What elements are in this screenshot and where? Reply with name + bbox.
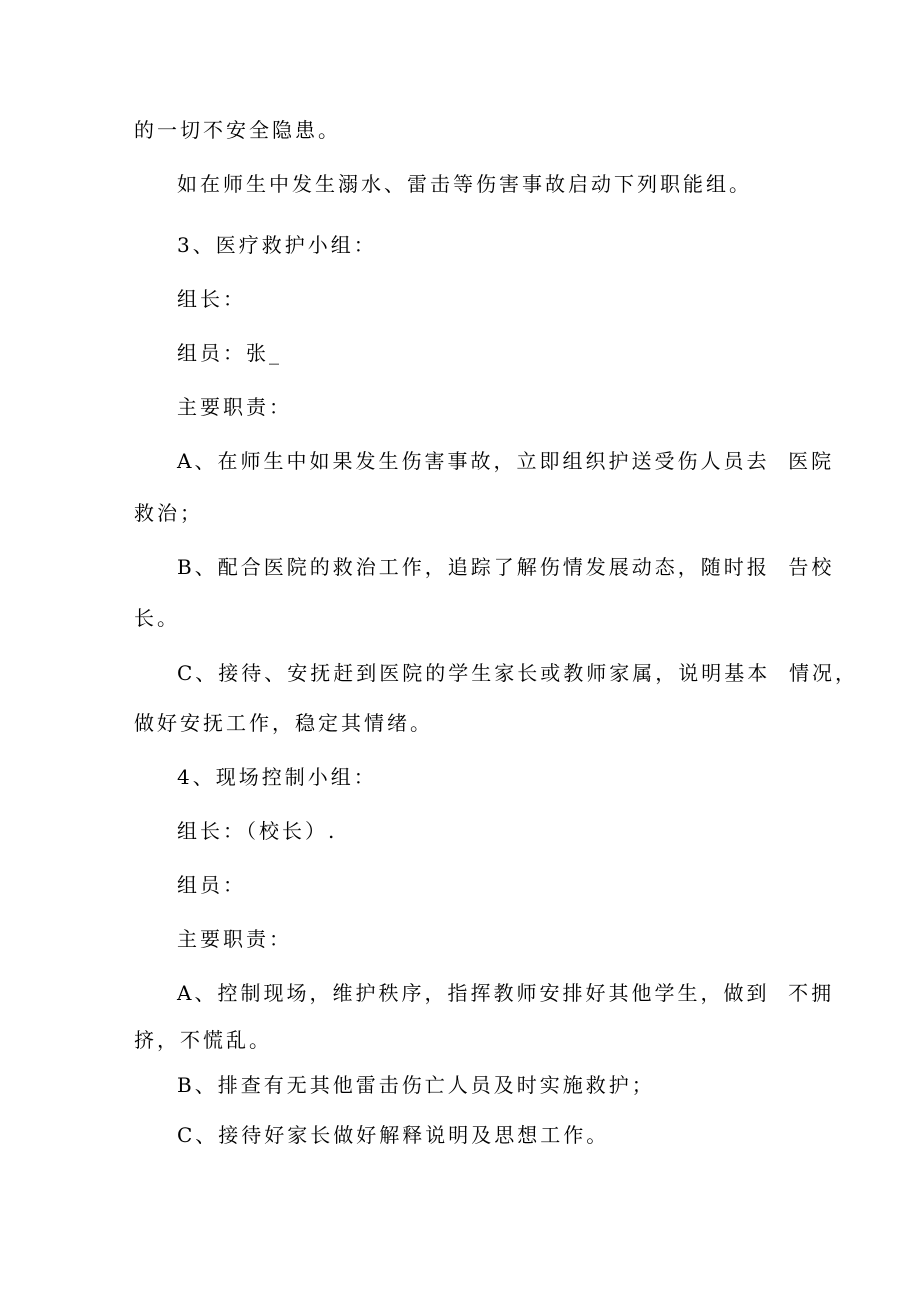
- medical-group-members: 组员：张_: [177, 341, 282, 365]
- medical-duty-a-line1: A、在师生中如果发生伤害事故，立即组织护送受伤人员去 医院: [177, 449, 835, 473]
- medical-duty-a-line2: 救治；: [134, 501, 203, 525]
- medical-group-title: 3、医疗救护小组：: [177, 233, 377, 257]
- site-duties-heading: 主要职责：: [177, 927, 292, 951]
- site-group-title: 4、现场控制小组：: [177, 765, 377, 789]
- site-duty-a-line2: 挤，不慌乱。: [134, 1028, 272, 1052]
- medical-duty-c-line2: 做好安抚工作，稳定其情绪。: [134, 711, 433, 735]
- medical-duty-b-line1: B、配合医院的救治工作，追踪了解伤情发展动态，随时报 告校: [177, 555, 835, 579]
- medical-duties-heading: 主要职责：: [177, 395, 292, 419]
- site-duty-a-line1: A、控制现场，维护秩序，指挥教师安排好其他学生，做到 不拥: [177, 981, 835, 1005]
- site-duty-b: B、排查有无其他雷击伤亡人员及时实施救护；: [177, 1073, 655, 1097]
- site-group-leader: 组长：（校长）.: [177, 819, 338, 843]
- medical-duty-c-line1: C、接待、安抚赶到医院的学生家长或教师家属，说明基本 情况，: [177, 661, 859, 685]
- medical-group-leader: 组长：: [177, 287, 246, 311]
- medical-duty-b-line2: 长。: [134, 606, 180, 630]
- paragraph-trigger: 如在师生中发生溺水、雷击等伤害事故启动下列职能组。: [177, 172, 752, 196]
- site-duty-c: C、接待好家长做好解释说明及思想工作。: [177, 1123, 610, 1147]
- paragraph-intro-tail: 的一切不安全隐患。: [134, 118, 341, 142]
- site-group-members: 组员：: [177, 873, 246, 897]
